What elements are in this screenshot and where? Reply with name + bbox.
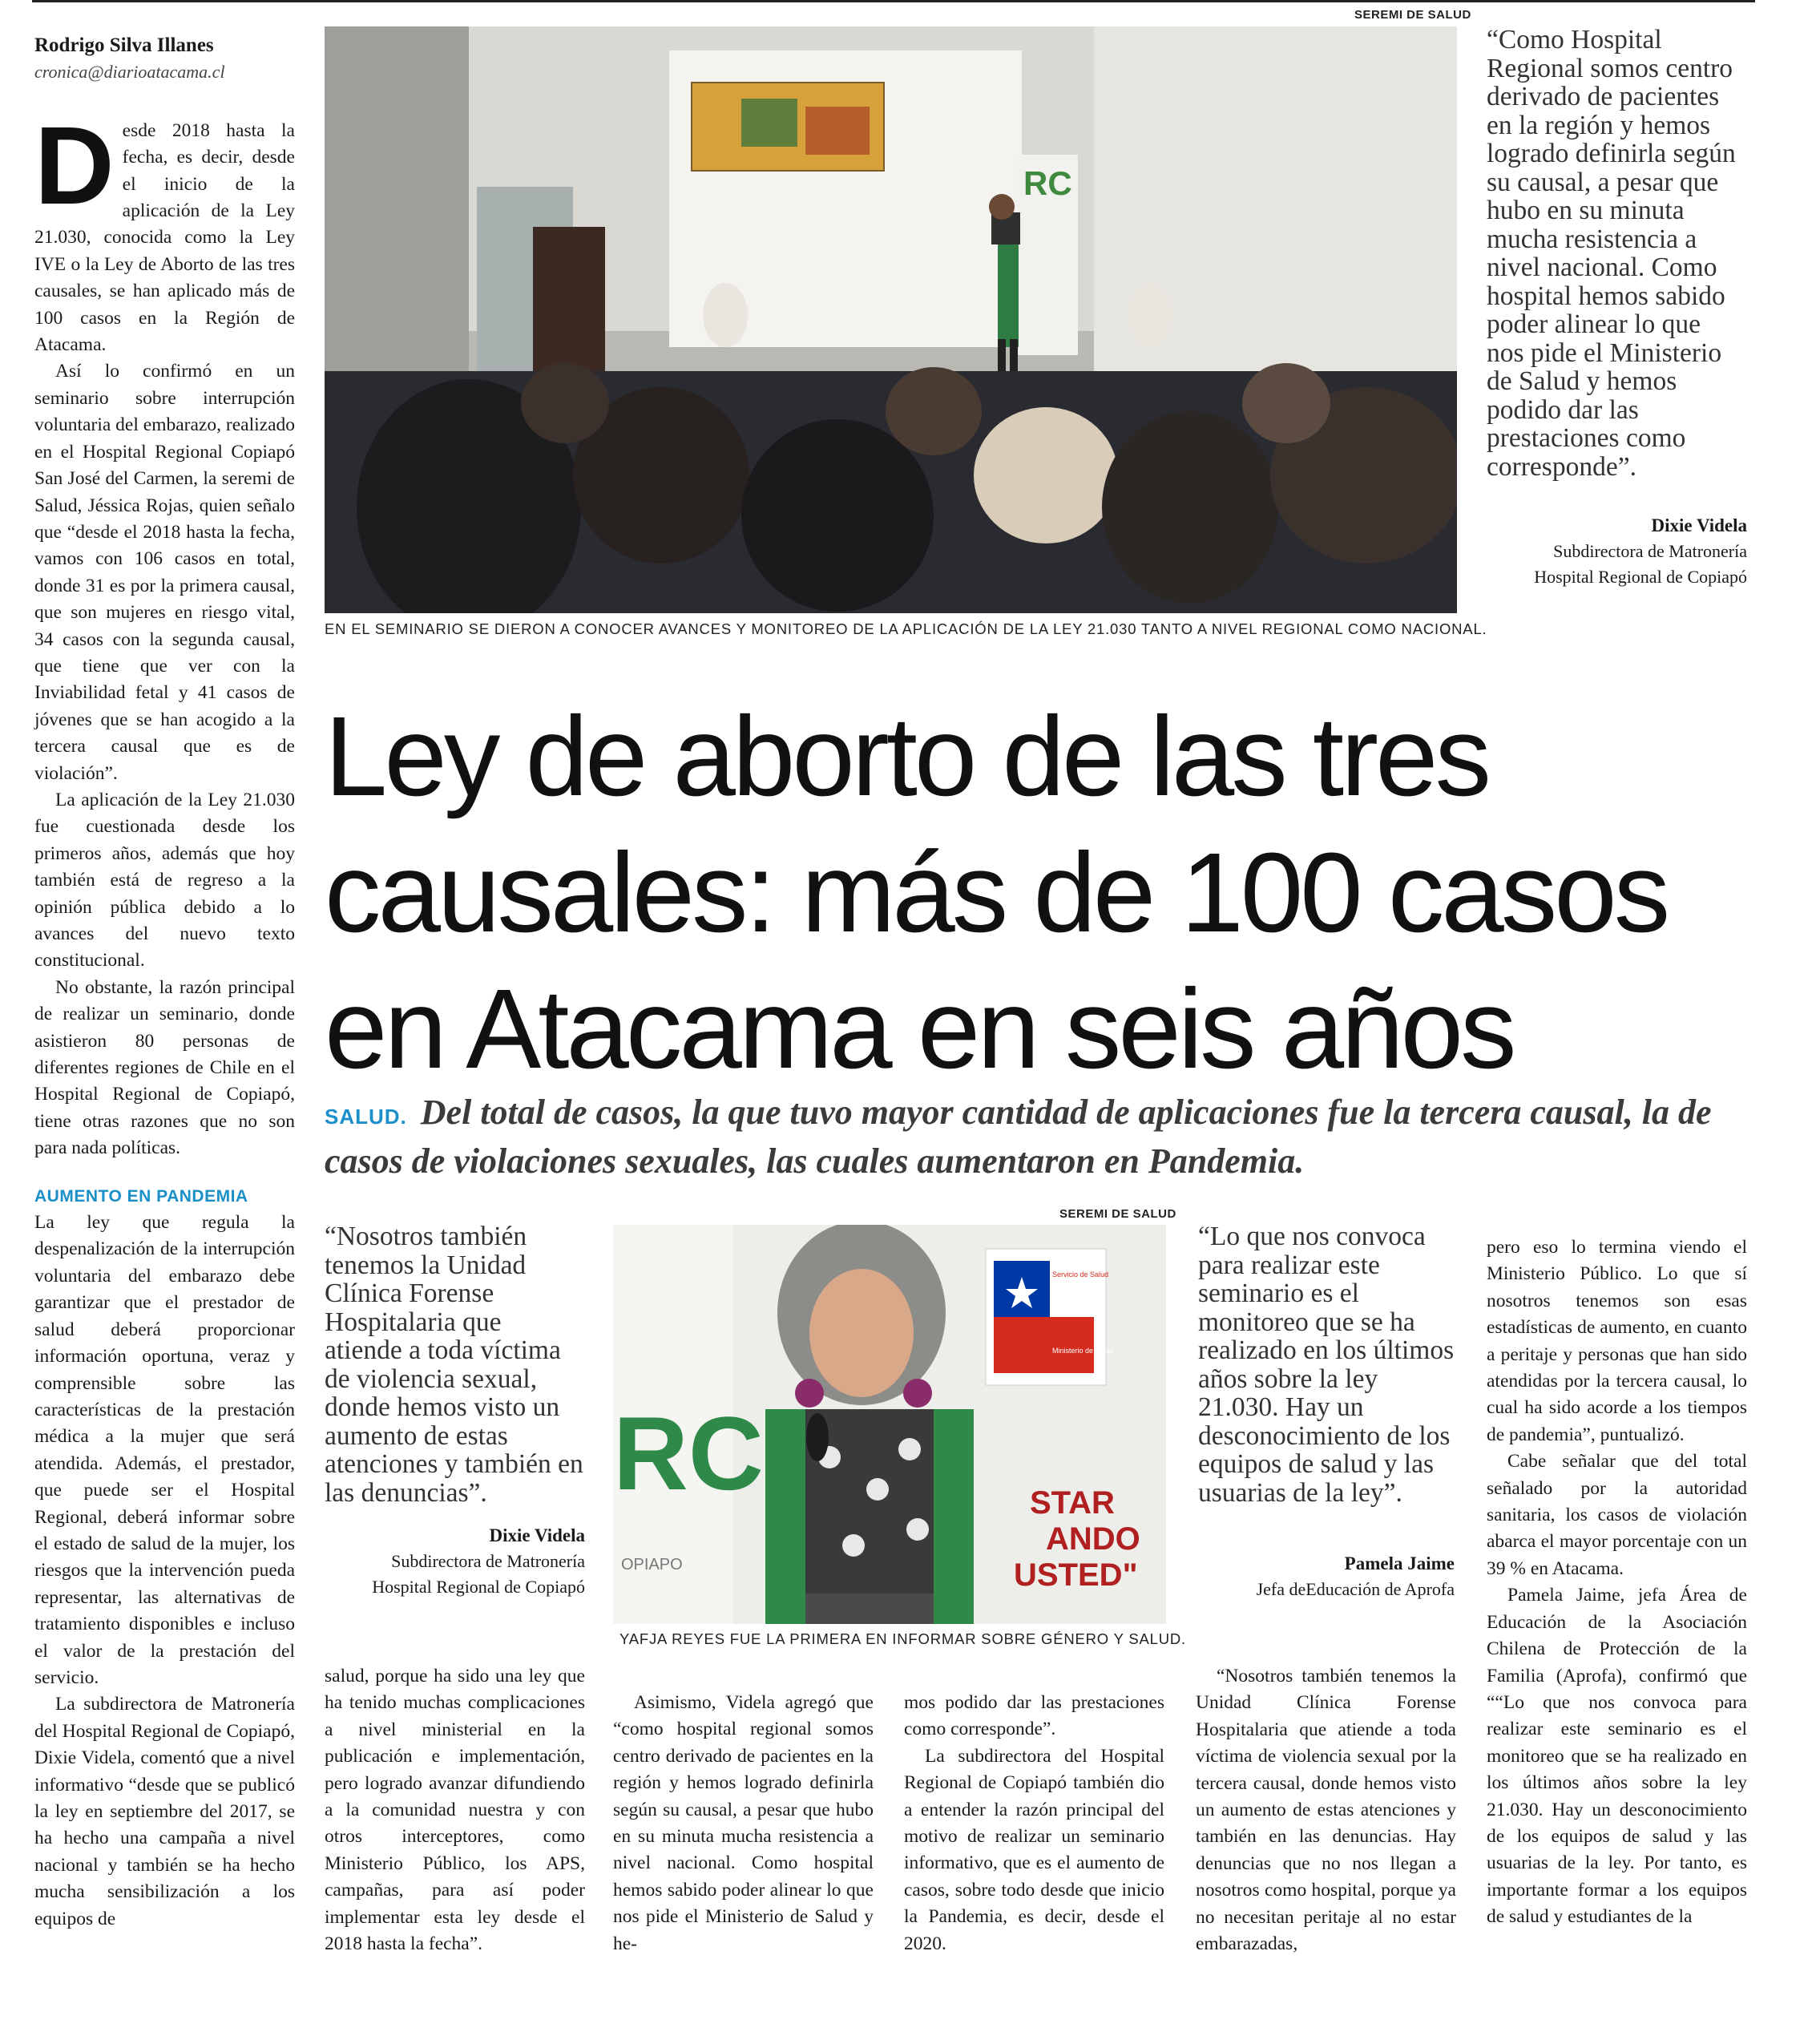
column-4 [904,1690,1164,1957]
column-2 [325,1663,585,1957]
body-paragraph: Asimismo, Videla agregó que “como hospital regional somos centro derivado de pacientes en la región y hemos logrado definirla según su causal, a pesar que hubo en su minuta mucha resistencia a nivel nacional. Como hospital hemos sabido poder alinear lo que nos pide el Ministerio de Salud y he- [613,1692,874,1954]
body-paragraph: La ley que regula la despenalización de la interrupción voluntaria del embarazo debe garantizar que el prestador de salud deberá proporcionar información oportuna, veraz y comprensible sobre las características de la prestación médica a la mujer que será atendida. Además, el prestador, que puede ser el Hospital Regional, deberá informar sobre el estado de salud de la mujer, los riesgos que la intervención pueda representar, las alternativas de tratamiento disponibles e incluso el valor de la prestación del servicio. [34,1212,295,1688]
quote-name: Dixie Videla [1651,515,1747,535]
seminar-photo [325,26,1457,613]
top-rule [32,0,1755,2]
column-3 [613,1690,874,1957]
photo-caption: YAFJA REYES FUE LA PRIMERA EN INFORMAR SOBRE GÉNERO Y SALUD. [619,1630,1186,1647]
body-paragraph: La aplicación de la Ley 21.030 fue cuestionada desde los primeros años, además que hoy también está de regreso a la opinión pública debido a lo avances del nuevo texto constitucional. [34,789,295,972]
lead-text: esde 2018 hasta la fecha, es decir, desde el inicio de la aplicación de la Ley 21.030, conocida como la Ley IVE o la Ley de Aborto de las tres causales, se han aplicado más de 100 casos en la Región de Atacama. [34,119,295,356]
rc-banner-text: RC [1023,164,1072,202]
body-paragraph: pero eso lo termina viendo el Ministerio Público. Lo que sí nosotros tenemos son esas estadísticas de aumento, en cuanto a peritaje y personas que han sido atendidas por la tercera causal, lo cual ha sido acorde a los tiempos de pandemia”, puntualizó. [1487,1237,1747,1445]
quote-org: Hospital Regional de Copiapó [372,1577,585,1597]
byline-email[interactable]: cronica@diarioatacama.cl [34,62,225,83]
quote-role: Jefa deEducación de Aprofa [1256,1579,1455,1599]
column-1 [34,32,295,1933]
photo-caption: EN EL SEMINARIO SE DIERON A CONOCER AVANCES Y MONITOREO DE LA APLICACIÓN DE LA LEY 21.030 TANTO A NIVEL REGIONAL COMO NACIONAL. [325,620,1487,637]
deck-label: SALUD. [325,1105,407,1129]
body-paragraph: “Nosotros también tenemos la Unidad Clínica Forense Hospitalaria que atiende a toda víctima de violencia sexual por la tercera causal, donde hemos visto un aumento de estas atenciones y también en las denuncias. Hay denuncias que no nos llegan a nosotros como hospital, porque ya no necesitan peritaje al no estar embarazadas, [1196,1666,1456,1955]
flag-label-2: Ministerio de Salud [1052,1347,1114,1355]
body-paragraph: La subdirectora del Hospital Regional de Copiapó también dio a entender la razón principal del motivo de realizar un seminario informativo, que es el aumento de casos, sobre todo desde que inicio la Pandemia, es decir, desde el 2020. [904,1745,1164,1954]
byline-author: Rodrigo Silva Illanes [34,34,214,56]
column-5 [1196,1663,1456,1957]
poster-text-3: USTED" [1014,1557,1138,1593]
quote-role: Subdirectora de Matronería [1553,541,1747,561]
body-paragraph: Pamela Jaime, jefa Área de Educación de la Asociación Chilena de Protección de la Familia (Aprofa), confirmó que ““Lo que nos convoca para realizar este seminario es el monitoreo que se ha realizado en los últimos años sobre la ley 21.030. Hay un desconocimiento de los equipos de salud y las usuarias de la ley. Por tanto, es importante formar a los equipos de salud y estudiantes de la [1487,1585,1747,1928]
section-subhead: AUMENTO EN PANDEMIA [34,1186,248,1206]
deck-text: Del total de casos, la que tuvo mayor cantidad de aplicaciones fue la tercera causal, la de casos de violaciones sexuales, las cuales aumentaron en Pandemia. [325,1093,1712,1181]
pull-quote: “Lo que nos convoca para realizar este seminario es el monitoreo que se ha realizado en los últimos años sobre la ley 21.030. Hay un desconocimiento de los equipos de salud y las usuarias de la ley”. [1198,1222,1455,1508]
quote-attribution [1186,1551,1455,1602]
headline [325,688,1783,1097]
body-paragraph: Así lo confirmó en un seminario sobre interrupción voluntaria del embarazo, realizado en el Hospital Regional Copiapó San José del Carmen, la seremi de Salud, Jéssica Rojas, quien señalo que “desde el 2018 hasta la fecha, vamos con 106 casos en total, donde 31 es por la primera causal, que son mujeres en riesgo vital, 34 casos con la segunda causal, que tiene que ver con la Inviabilidad fetal y 41 casos de jóvenes que se han acogido a la tercera causal que es de violación”. [34,361,295,784]
rc-banner-text: RC [613,1395,764,1512]
quote-attribution [1443,513,1747,590]
deck [325,1090,1767,1183]
body-paragraph: No obstante, la razón principal de realizar un seminario, donde asistieron 80 personas de diferentes regiones de Chile en el Hospital Regional de Copiapó, tiene otras razones que no son para nada políticas. [34,976,295,1159]
flag-label: Servicio de Salud [1052,1270,1109,1279]
speaker-photo-image [613,1225,1166,1624]
quote-role: Subdirectora de Matronería [391,1551,585,1571]
headline-line: en Atacama en seis años [325,965,1514,1092]
poster-text-1: STAR [1030,1485,1115,1521]
body-paragraph: La subdirectora de Matronería del Hospital Regional de Copiapó, Dixie Videla, comentó que a nivel informativo “desde que se publicó la ley en septiembre del 2017, se ha hecho una campaña a nivel nacional y también se ha hecho mucha sensibilización a los equipos de [34,1694,295,1929]
lead-paragraph [34,103,295,359]
body-paragraph: Cabe señalar que del total señalado por la autoridad sanitaria, los casos de violación abarca el mayor porcentaje con un 39 % en Atacama. [1487,1451,1747,1579]
headline-line: causales: más de 100 casos [325,829,1668,955]
body-paragraph: salud, porque ha sido una ley que ha tenido muchas complicaciones a nivel ministerial en la publicación e implementación, pero logrado avanzar difundiendo a la comunidad nuestra y con otros interceptores, como Ministerio Público, los APS, campañas, para así poder implementar esta ley desde el 2018 hasta la fecha”. [325,1666,585,1955]
banner-sub-text: OPIAPO [621,1556,683,1573]
headline-line: Ley de aborto de las tres [325,693,1488,819]
drop-cap: D [34,103,115,228]
pull-quote: “Como Hospital Regional somos centro derivado de pacientes en la región y hemos logrado definirla según su causal, a pesar que hubo en su minuta mucha resistencia a nivel nacional. Como hospital hemos sabido poder alinear lo que nos pide el Ministerio de Salud y hemos podido dar las prestaciones como corresponde”. [1487,25,1736,482]
quote-name: Pamela Jaime [1344,1553,1455,1573]
photo-credit: SEREMI DE SALUD [1059,1207,1176,1221]
photo-credit: SEREMI DE SALUD [1354,8,1471,22]
poster-text-2: ANDO [1046,1521,1140,1557]
body-paragraph: mos podido dar las prestaciones como corresponde”. [904,1692,1164,1740]
seminar-photo-image [325,26,1457,613]
column-6 [1487,1234,1747,1931]
pull-quote: “Nosotros también tenemos la Unidad Clínica Forense Hospitalaria que atiende a toda víctima de violencia sexual, donde hemos visto un aumento de estas atenciones y también en las denuncias”. [325,1222,583,1508]
quote-attribution [325,1523,585,1600]
speaker-photo [613,1225,1166,1624]
quote-name: Dixie Videla [489,1525,585,1545]
quote-org: Hospital Regional de Copiapó [1534,567,1747,587]
